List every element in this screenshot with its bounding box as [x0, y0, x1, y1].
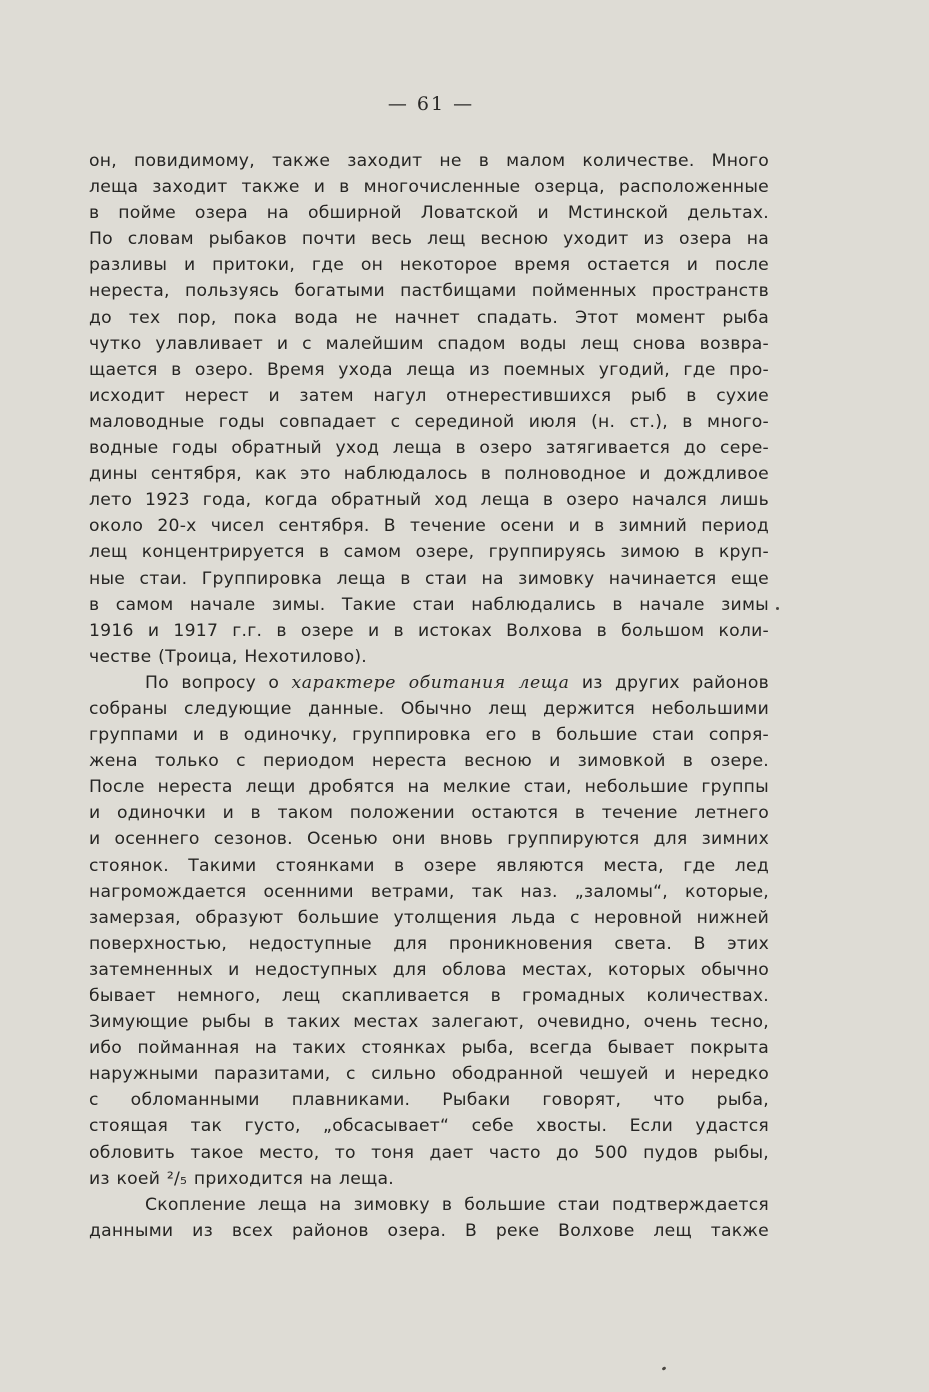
paragraph-first-line — [89, 670, 769, 696]
text-line: стоянок. Такими стоянками в озере являются места, где лед — [89, 855, 769, 876]
text-line: исходит нерест и затем нагул отнерестившихся рыб в сухие — [89, 385, 769, 406]
text-line: чутко улавливает и с малейшим спадом воды лещ снова возвра- — [89, 333, 769, 354]
text-line: замерзая, образуют большие утолщения льда с неровной нижней — [89, 907, 769, 928]
text-line: затемненных и недоступных для облова местах, которых обычно — [89, 959, 769, 980]
text-line: По словам рыбаков почти весь лещ весною уходит из озера на — [89, 229, 769, 250]
text-line: до тех пор, пока вода не начнет спадать. Этот момент рыба — [89, 307, 769, 328]
text-line: маловодные годы совпадает с серединой июля (н. ст.), в много- — [89, 411, 769, 432]
text-line: разливы и притоки, где он некоторое время остается и после — [89, 255, 769, 276]
text-line: честве (Троица, Нехотилово). — [89, 646, 367, 667]
text-line: в самом начале зимы. Такие стаи наблюдались в начале зимы — [89, 594, 769, 615]
text-line: группами и в одиночку, группировка его в большие стаи сопря- — [89, 725, 769, 746]
text-line: и осеннего сезонов. Осенью они вновь группируются для зимних — [89, 829, 769, 850]
body-text — [89, 148, 769, 1244]
text-line: водные годы обратный уход леща в озеро затягивается до сере- — [89, 438, 769, 459]
text-line: и одиночки и в таком положении остаются в течение летнего — [89, 803, 769, 824]
text-line: с обломанными плавниками. Рыбаки говорят, что рыба, — [89, 1090, 769, 1111]
text-line: данными из всех районов озера. В реке Волхове лещ также — [89, 1220, 769, 1241]
text-line: из коей ²/₅ приходится на леща. — [89, 1168, 394, 1189]
text-line: поверхностью, недоступные для проникновения света. В этих — [89, 933, 769, 954]
print-speck — [776, 607, 779, 610]
text-line: После нереста лещи дробятся на мелкие стаи, небольшие группы — [89, 777, 769, 798]
text-line: ибо пойманная на таких стоянках рыба, всегда бывает покрыта — [89, 1038, 769, 1059]
text-line: жена только с периодом нереста весною и зимовкой в озере. — [89, 751, 769, 772]
text-line: щается в озеро. Время ухода леща из поемных угодий, где про- — [89, 359, 769, 380]
text-line: дины сентября, как это наблюдалось в полноводное и дождливое — [89, 464, 769, 485]
page-number: — 61 — — [387, 93, 475, 115]
text-line: стоящая так густо, „обсасывает“ себе хвосты. Если удастся — [89, 1116, 769, 1137]
text-line: 1916 и 1917 г.г. в озере и в истоках Волхова в большом коли- — [89, 620, 769, 641]
emphasized-term: характере обитания леща — [291, 672, 570, 693]
text-line: ные стаи. Группировка леща в стаи на зимовку начинается еще — [89, 568, 769, 589]
text-line: лещ концентрируется в самом озере, группируясь зимою в круп- — [89, 542, 769, 563]
text-run: из других районов — [569, 672, 769, 693]
text-line: бывает немного, лещ скапливается в громадных количествах. — [89, 986, 769, 1006]
text-line: около 20-х чисел сентября. В течение осени и в зимний период — [89, 516, 769, 537]
text-line: он, повидимому, также заходит не в малом количестве. Много — [89, 151, 769, 171]
text-line: обловить такое место, то тоня дает часто до 500 пудов рыбы, — [89, 1142, 769, 1163]
text-line: наружными паразитами, с сильно ободранной чешуей и нередко — [89, 1064, 769, 1085]
text-run: По вопросу о — [145, 672, 292, 693]
paragraph-first-line: Скопление леща на зимовку в большие стаи подтверждается — [145, 1194, 769, 1215]
text-line: Зимующие рыбы в таких местах залегают, очевидно, очень тесно, — [89, 1012, 769, 1033]
text-line: нереста, пользуясь богатыми пастбищами пойменных пространств — [89, 281, 769, 302]
text-line: нагромождается осенними ветрами, так наз. „заломы“, которые, — [89, 881, 769, 902]
text-line: леща заходит также и в многочисленные озерца, расположенные — [89, 177, 769, 198]
text-line: собраны следующие данные. Обычно лещ держится небольшими — [89, 698, 769, 719]
print-speck — [662, 1366, 667, 1371]
text-line: лето 1923 года, когда обратный ход леща в озеро начался лишь — [89, 490, 769, 511]
text-line: в пойме озера на обширной Ловатской и Мстинской дельтах. — [89, 203, 769, 224]
